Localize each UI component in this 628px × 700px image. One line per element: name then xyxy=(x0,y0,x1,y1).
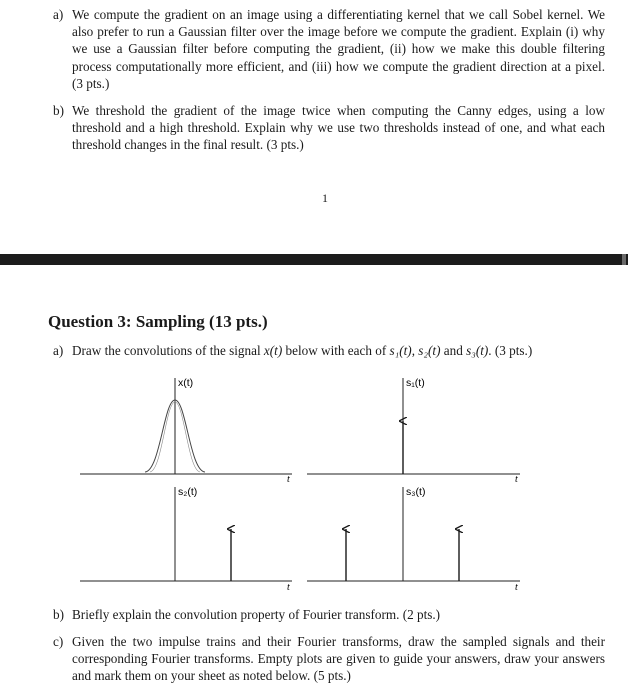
signal-plots xyxy=(0,370,628,600)
plot-x-t xyxy=(80,377,292,485)
q3-part-a xyxy=(53,342,605,359)
q3-part-a-text-1: Draw the convolutions of the signal xyxy=(72,343,264,358)
q3-part-c-text: Given the two impulse trains and their Fourier transforms, draw the sampled signals and their corresponding Fourier transforms. Empty plots are given to guide your answers, draw your answers and mark them on your sheet as noted below. (5 pts.) xyxy=(72,634,605,684)
symbol-s1-t: s₁(t) xyxy=(389,343,412,358)
prev-part-a-text: We compute the gradient on an image using a differentiating kernel that we call Sobel kernel. We also prefer to run a Gaussian filter over the image before we compute the gradient. Explain (i) why we use a Gaussian filter before computing the gradient, (ii) how we make this double filtering process computationally more efficient, and (iii) how we compute the gradient direction at a pixel. (3 pts.) xyxy=(72,7,605,91)
q3-part-a-label: a) xyxy=(53,343,64,358)
plot-s3-t xyxy=(307,486,520,593)
q3-part-a-text-3: . (3 pts.) xyxy=(488,343,533,358)
plot-s3-t-label: t xyxy=(515,582,518,593)
q3-part-b-text: Briefly explain the convolution property of Fourier transform. (2 pts.) xyxy=(72,607,441,622)
plot-s2-t-label: t xyxy=(287,582,290,593)
prev-part-b-text: We threshold the gradient of the image twice when computing the Canny edges, using a low threshold and a high threshold. Explain why we use two thresholds instead of one, and what each threshold changes in the final result. (3 pts.) xyxy=(72,103,605,153)
q3-part-b xyxy=(53,606,605,623)
q3-part-c-label: c) xyxy=(53,634,64,649)
q3-part-a-text-2: below with each of xyxy=(282,343,390,358)
plot-x-t-label: t xyxy=(287,474,290,485)
plot-s2-label: s₂(t) xyxy=(178,486,198,498)
question-3-title: Question 3: Sampling (13 pts.) xyxy=(48,312,268,331)
plot-s1-t-label: t xyxy=(515,474,518,485)
prev-part-a xyxy=(53,6,605,92)
plot-s3-label: s₃(t) xyxy=(406,486,426,498)
divider-edge xyxy=(622,254,626,265)
plot-s1-label: s₁(t) xyxy=(406,377,425,389)
page-divider xyxy=(0,254,628,265)
symbol-x-t: x(t) xyxy=(263,343,283,358)
q3-part-c xyxy=(53,633,605,685)
prev-part-a-label: a) xyxy=(53,7,64,22)
plot-x-label: x(t) xyxy=(178,377,194,389)
q3-part-a-sep-2: and xyxy=(440,343,467,358)
q3-part-b-label: b) xyxy=(53,607,64,622)
prev-part-b xyxy=(53,102,605,154)
plot-s1-t xyxy=(307,377,520,485)
symbol-s3-t: s₃(t) xyxy=(466,343,489,358)
page-number: 1 xyxy=(322,191,328,205)
prev-part-b-label: b) xyxy=(53,103,64,118)
plot-s2-t xyxy=(80,486,292,593)
q3-part-a-sep-1: , xyxy=(411,343,419,358)
symbol-s2-t: s₂(t) xyxy=(418,343,441,358)
